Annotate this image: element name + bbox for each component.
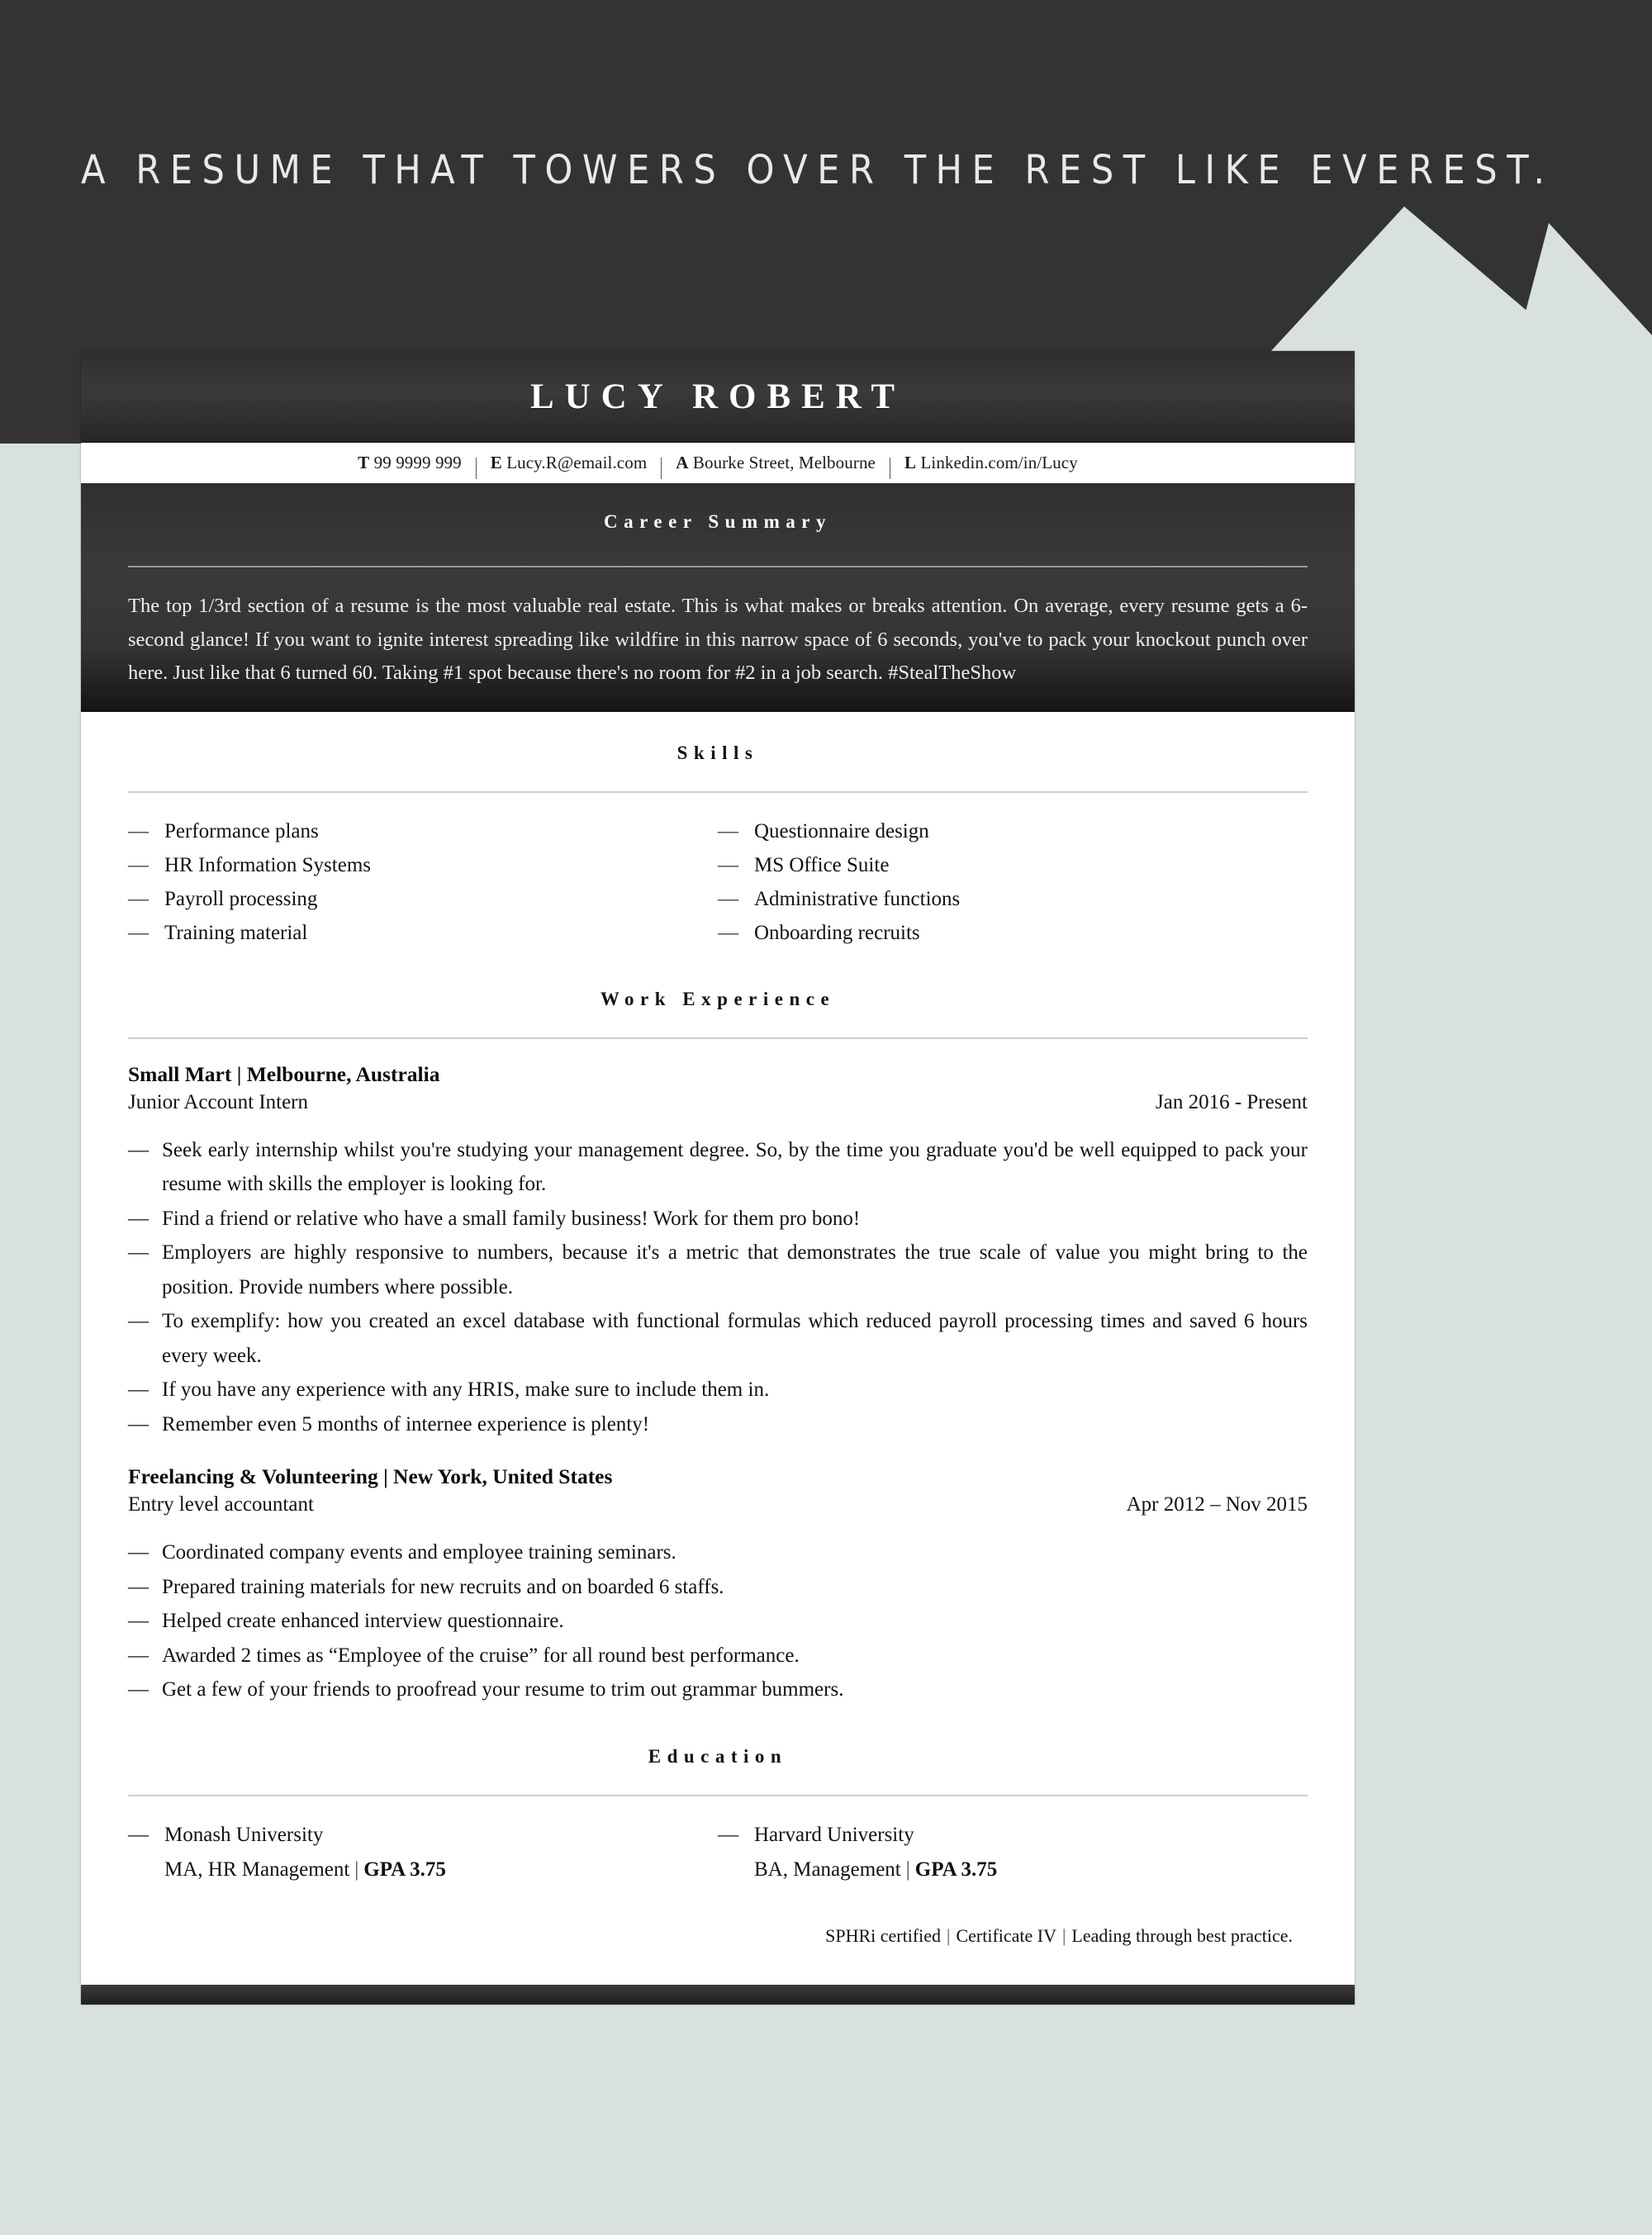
job-title: Junior Account Intern: [128, 1090, 309, 1113]
education-heading: Education: [648, 1745, 788, 1767]
job-bullet-list: [128, 1133, 1308, 1442]
dash-icon: —: [128, 1412, 149, 1435]
skill-label: Payroll processing: [164, 887, 318, 910]
dash-icon: —: [128, 1138, 149, 1161]
dash-icon: —: [128, 819, 149, 842]
list-item: [128, 1604, 1308, 1639]
bullet-text: Find a friend or relative who have a small family business! Work for them pro bono!: [162, 1207, 861, 1230]
skill-label: HR Information Systems: [164, 853, 371, 876]
contact-phone-value: 99 9999 999: [373, 453, 462, 472]
contact-address[interactable]: [676, 453, 876, 473]
job-entry: [81, 1062, 1355, 1442]
job-meta-row: [128, 1091, 1308, 1114]
contact-phone-key: T: [358, 453, 370, 472]
list-item: [718, 882, 1308, 916]
bullet-text: Coordinated company events and employee training seminars.: [162, 1541, 676, 1564]
work-experience-heading: Work Experience: [600, 988, 836, 1009]
dash-icon: —: [128, 921, 149, 944]
skill-label: Administrative functions: [754, 887, 961, 910]
section-divider: [128, 1037, 1308, 1039]
bullet-text: If you have any experience with any HRIS, make sure to include them in.: [162, 1378, 770, 1401]
education-degree-row: [128, 1853, 718, 1887]
contact-bar: [81, 443, 1355, 483]
dash-icon: —: [128, 1575, 149, 1598]
job-bullet-list: [128, 1535, 1308, 1707]
education-school: Harvard University: [754, 1823, 914, 1846]
dash-icon: —: [718, 819, 738, 842]
list-item: [128, 1570, 1308, 1605]
list-item: [128, 882, 718, 916]
dash-icon: —: [718, 853, 738, 876]
section-divider: [128, 566, 1308, 567]
bullet-text: Get a few of your friends to proofread your resume to trim out grammar bummers.: [162, 1678, 844, 1701]
pipe-divider: |: [354, 1858, 359, 1881]
dash-icon: —: [718, 1823, 738, 1846]
page-headline: A RESUME THAT TOWERS OVER THE REST LIKE EVEREST.: [81, 147, 1555, 193]
certification-part: Leading through best practice.: [1071, 1924, 1293, 1946]
education-school-row: [718, 1818, 1308, 1853]
contact-email[interactable]: [491, 453, 648, 473]
pipe-divider: |: [947, 1924, 951, 1946]
list-item: [128, 1202, 1308, 1236]
bullet-text: Remember even 5 months of internee experience is plenty!: [162, 1412, 650, 1435]
dash-icon: —: [718, 887, 738, 910]
contact-linkedin-value: Linkedin.com/in/Lucy: [920, 453, 1078, 472]
education-degree-row: [718, 1853, 1308, 1887]
certification-part: SPHRi certified: [825, 1924, 942, 1946]
contact-linkedin[interactable]: [904, 453, 1078, 473]
list-item: [128, 1304, 1308, 1373]
education-school: Monash University: [164, 1823, 324, 1846]
career-summary-heading: Career Summary: [604, 511, 832, 532]
list-item: [128, 916, 718, 950]
list-item: [128, 1373, 1308, 1407]
contact-email-key: E: [490, 453, 502, 472]
list-item: [128, 814, 718, 848]
dash-icon: —: [128, 887, 149, 910]
job-dates: Jan 2016 - Present: [1156, 1090, 1308, 1113]
bullet-text: Seek early internship whilst you're studying your management degree. So, by the time you graduate you'd be well equipped to pack your resume with skills the employer is looking for.: [162, 1138, 1308, 1195]
education-degree: MA, HR Management: [164, 1858, 350, 1881]
skills-heading: Skills: [676, 742, 759, 763]
contact-separator: [476, 458, 477, 479]
list-item: [718, 916, 1308, 950]
dash-icon: —: [128, 1310, 149, 1332]
list-item: [128, 1236, 1308, 1304]
list-item: [128, 1535, 1308, 1570]
contact-linkedin-key: L: [904, 453, 917, 472]
pipe-divider: |: [1062, 1924, 1066, 1946]
education-gpa: GPA 3.75: [363, 1858, 446, 1881]
certifications-note: [81, 1887, 1355, 1976]
skills-column-right: [718, 814, 1308, 950]
dash-icon: —: [128, 853, 149, 876]
resume-card: [81, 351, 1355, 2005]
list-item: [128, 1133, 1308, 1202]
skill-label: Questionnaire design: [754, 819, 929, 842]
dash-icon: —: [128, 1378, 149, 1401]
job-entry: [81, 1464, 1355, 1707]
career-summary-text: The top 1/3rd section of a resume is the most valuable real estate. This is what makes or breaks attention. On average, every resume gets a 6-second glance! If you want to ignite interest spreading like wildfire in this narrow space of 6 seconds, you've to pack your knockout punch over here. Just like that 6 turned 60. Taking #1 spot because there's no room for #2 in a job search. #StealTheShow: [128, 595, 1308, 684]
list-item: [718, 848, 1308, 882]
education-school-row: [128, 1818, 718, 1853]
education-grid: [81, 1796, 1355, 1887]
bullet-text: Awarded 2 times as “Employee of the cruise” for all round best performance.: [162, 1644, 800, 1667]
contact-address-value: Bourke Street, Melbourne: [692, 453, 876, 472]
bullet-text: To exemplify: how you created an excel database with functional formulas which reduced payroll processing times and saved 6 hours every week.: [162, 1310, 1308, 1367]
list-item: [718, 814, 1308, 848]
dash-icon: —: [128, 1207, 149, 1230]
skills-column-left: [128, 814, 718, 950]
education-degree: BA, Management: [754, 1858, 901, 1881]
name-band: [81, 351, 1355, 443]
skills-grid: [81, 793, 1355, 950]
resume-body: [81, 712, 1355, 1985]
skill-label: Performance plans: [164, 819, 319, 842]
contact-separator: [661, 458, 662, 479]
certification-part: Certificate IV: [956, 1924, 1057, 1946]
bullet-text: Helped create enhanced interview questionnaire.: [162, 1610, 564, 1632]
dash-icon: —: [128, 1241, 149, 1264]
list-item: [128, 1407, 1308, 1442]
dash-icon: —: [128, 1644, 149, 1667]
contact-address-key: A: [676, 453, 689, 472]
dash-icon: —: [128, 1823, 149, 1846]
education-entry: [718, 1818, 1308, 1887]
bullet-text: Prepared training materials for new recruits and on boarded 6 staffs.: [162, 1575, 724, 1598]
dash-icon: —: [718, 921, 738, 944]
list-item: [128, 1673, 1308, 1707]
job-meta-row: [128, 1493, 1308, 1516]
job-dates: Apr 2012 – Nov 2015: [1126, 1493, 1308, 1516]
list-item: [128, 1639, 1308, 1673]
list-item: [128, 848, 718, 882]
dash-icon: —: [128, 1678, 149, 1701]
pipe-divider: |: [905, 1858, 910, 1881]
job-company: Small Mart | Melbourne, Australia: [128, 1061, 440, 1086]
skill-label: MS Office Suite: [754, 853, 890, 876]
career-summary-section: [81, 483, 1355, 712]
skill-label: Training material: [164, 921, 308, 944]
contact-phone[interactable]: [358, 453, 462, 473]
job-title: Entry level accountant: [128, 1493, 314, 1516]
candidate-name: LUCY ROBERT: [529, 377, 906, 416]
dash-icon: —: [128, 1610, 149, 1632]
card-footer-bar: [81, 1985, 1355, 2005]
dash-icon: —: [128, 1541, 149, 1564]
education-gpa: GPA 3.75: [914, 1858, 998, 1881]
contact-email-value: Lucy.R@email.com: [506, 453, 648, 472]
skill-label: Onboarding recruits: [754, 921, 920, 944]
job-company: Freelancing & Volunteering | New York, United States: [128, 1464, 613, 1488]
bullet-text: Employers are highly responsive to numbers, because it's a metric that demonstrates the true scale of value you might bring to the position. Provide numbers where possible.: [162, 1241, 1308, 1298]
education-entry: [128, 1818, 718, 1887]
